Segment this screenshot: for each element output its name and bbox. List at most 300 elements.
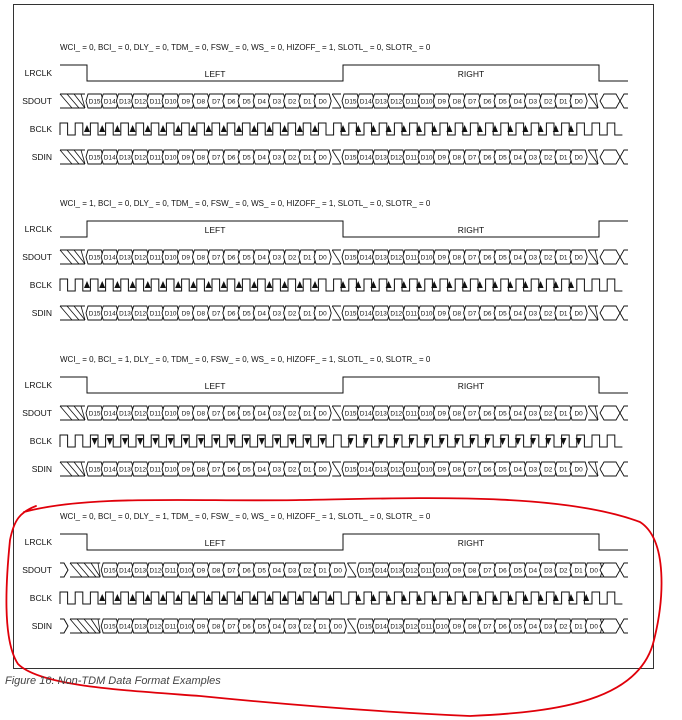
data-bit-label: D2 <box>288 410 297 418</box>
bclk-edge-arrow <box>236 281 242 288</box>
bclk-edge-arrow <box>145 125 151 132</box>
data-bit-label: D6 <box>227 466 236 474</box>
data-bit-label: D9 <box>437 254 446 262</box>
data-bit-label: D2 <box>303 623 312 631</box>
data-bit-label: D5 <box>257 567 266 575</box>
data-bit-label: D3 <box>272 154 282 162</box>
data-bit-label: D11 <box>405 254 418 262</box>
data-bit-label: D11 <box>149 98 162 106</box>
bclk-edge-arrow <box>183 438 189 445</box>
data-bit-label: D1 <box>303 310 312 318</box>
hiz-hatch-line <box>347 563 356 577</box>
data-bit-label: D4 <box>272 567 282 575</box>
data-bit-label: D6 <box>498 567 507 575</box>
timing-panel-3 <box>22 355 628 476</box>
data-bit-label: D12 <box>134 254 147 262</box>
data-bit-label: D7 <box>227 623 236 631</box>
data-bit-label: D12 <box>405 567 418 575</box>
data-bit-label: D12 <box>390 254 403 262</box>
data-bit-label: D13 <box>375 154 387 162</box>
hiz-hatch-line <box>77 619 89 633</box>
next-bit-cell <box>600 462 620 476</box>
data-bit-label: D5 <box>242 98 251 106</box>
bclk-edge-arrow <box>236 125 242 132</box>
bclk-edge-arrow <box>251 281 257 288</box>
channel-label-left: LEFT <box>204 538 226 548</box>
channel-label-left: LEFT <box>204 69 226 79</box>
data-bit-label: D4 <box>513 410 522 418</box>
data-bit-label: D4 <box>272 623 282 631</box>
bclk-edge-arrow <box>114 594 120 601</box>
channel-label-right: RIGHT <box>457 381 485 391</box>
data-bit-label: D3 <box>528 466 538 474</box>
data-bit-label: D0 <box>574 466 583 474</box>
data-bit-label: D1 <box>559 466 568 474</box>
data-bit-label: D10 <box>420 466 433 474</box>
data-bit-label: D9 <box>437 154 446 162</box>
bclk-edge-arrow <box>84 281 90 288</box>
bclk-label: BCLK <box>29 124 52 134</box>
data-bit-label: D13 <box>375 410 387 418</box>
data-bit-label: D7 <box>468 310 477 318</box>
data-bit-label: D10 <box>179 567 192 575</box>
sdout-lane <box>60 406 628 420</box>
data-bit-label: D9 <box>196 623 206 631</box>
data-bit-label: D6 <box>483 154 492 162</box>
data-bit-label: D8 <box>212 623 221 631</box>
data-bit-label: D4 <box>528 567 538 575</box>
lrclk-label: LRCLK <box>24 537 52 547</box>
data-bit-label: D11 <box>149 410 162 418</box>
data-bit-label: D1 <box>559 98 568 106</box>
bclk-edge-arrow <box>221 125 227 132</box>
bclk-edge-arrow <box>327 594 333 601</box>
data-bit-label: D4 <box>513 310 522 318</box>
sdout-label: SDOUT <box>22 408 52 418</box>
data-bit-label: D0 <box>318 410 327 418</box>
data-bit-label: D5 <box>257 623 266 631</box>
lrclk-waveform <box>60 534 628 550</box>
data-bit-label: D11 <box>164 623 177 631</box>
data-bit-label: D9 <box>181 98 190 106</box>
data-bit-label: D1 <box>559 254 568 262</box>
data-bit-label: D6 <box>498 623 507 631</box>
data-bit-label: D5 <box>513 567 522 575</box>
next-bit-cell <box>600 250 620 264</box>
data-bit-label: D14 <box>359 154 372 162</box>
data-bit-label: D11 <box>405 410 418 418</box>
data-bit-label: D5 <box>242 410 251 418</box>
data-bit-label: D11 <box>149 466 162 474</box>
data-bit-label: D13 <box>119 310 131 318</box>
bclk-edge-arrow <box>251 594 257 601</box>
data-bit-label: D7 <box>483 567 492 575</box>
next-bit-cell <box>600 563 620 577</box>
prev-bit-cell <box>60 563 68 577</box>
data-bit-label: D5 <box>242 254 251 262</box>
hiz-hatch-line <box>332 150 341 164</box>
sdout-label: SDOUT <box>22 96 52 106</box>
next-bit-cell <box>620 306 628 320</box>
data-bit-label: D5 <box>242 466 251 474</box>
hiz-hatch-line <box>60 406 72 420</box>
next-bit-cell <box>600 619 620 633</box>
bclk-edge-arrow <box>130 281 136 288</box>
bclk-edge-arrow <box>282 125 288 132</box>
data-bit-label: D10 <box>164 254 177 262</box>
timing-panel-2 <box>22 199 628 320</box>
data-bit-label: D0 <box>574 98 583 106</box>
data-bit-label: D12 <box>149 623 162 631</box>
data-bit-label: D15 <box>344 310 357 318</box>
data-bit-label: D14 <box>359 98 372 106</box>
data-bit-label: D6 <box>483 310 492 318</box>
bclk-edge-arrow <box>236 594 242 601</box>
sdin-label: SDIN <box>31 308 52 318</box>
data-bit-label: D3 <box>272 310 282 318</box>
bclk-label: BCLK <box>29 436 52 446</box>
data-bit-label: D15 <box>359 623 372 631</box>
data-bit-label: D13 <box>375 98 387 106</box>
data-bit-label: D2 <box>559 567 568 575</box>
data-bit-label: D5 <box>242 154 251 162</box>
data-bit-label: D3 <box>288 567 297 575</box>
data-bit-label: D12 <box>134 310 147 318</box>
data-bit-label: D7 <box>468 154 477 162</box>
data-bit-label: D9 <box>181 310 190 318</box>
bclk-edge-arrow <box>92 438 98 445</box>
data-bit-label: D4 <box>513 154 522 162</box>
data-bit-label: D15 <box>344 466 357 474</box>
bclk-edge-arrow <box>312 594 318 601</box>
channel-label-right: RIGHT <box>457 69 485 79</box>
data-bit-label: D3 <box>272 410 282 418</box>
data-bit-label: D8 <box>196 466 206 474</box>
lrclk-waveform <box>60 65 628 81</box>
data-bit-label: D1 <box>303 254 312 262</box>
data-bit-label: D7 <box>212 98 221 106</box>
data-bit-label: D3 <box>528 310 538 318</box>
data-bit-label: D11 <box>405 154 418 162</box>
data-bit-label: D9 <box>181 154 190 162</box>
data-bit-label: D14 <box>359 310 372 318</box>
data-bit-label: D12 <box>405 623 418 631</box>
sdin-lane <box>60 306 628 320</box>
bclk-edge-arrow <box>251 125 257 132</box>
data-bit-label: D15 <box>344 254 357 262</box>
data-bit-label: D9 <box>181 254 190 262</box>
bclk-edge-arrow <box>213 438 219 445</box>
sdin-lane <box>60 150 628 164</box>
data-bit-label: D15 <box>88 466 101 474</box>
data-bit-label: D1 <box>303 410 312 418</box>
bclk-edge-arrow <box>221 594 227 601</box>
data-bit-label: D11 <box>405 466 418 474</box>
data-bit-label: D8 <box>452 154 462 162</box>
timing-panel-1 <box>22 43 628 164</box>
next-bit-cell <box>620 406 628 420</box>
data-bit-label: D15 <box>344 410 357 418</box>
data-bit-label: D8 <box>452 98 462 106</box>
hiz-hatch-line <box>67 406 79 420</box>
next-bit-cell <box>600 406 620 420</box>
data-bit-label: D7 <box>212 410 221 418</box>
data-bit-label: D9 <box>452 623 462 631</box>
bclk-edge-arrow <box>175 281 181 288</box>
data-bit-label: D4 <box>513 466 522 474</box>
data-bit-label: D10 <box>420 254 433 262</box>
next-bit-cell <box>620 462 628 476</box>
data-bit-label: D9 <box>181 466 190 474</box>
data-bit-label: D5 <box>498 466 507 474</box>
data-bit-label: D10 <box>164 310 177 318</box>
data-bit-label: D3 <box>544 567 553 575</box>
data-bit-label: D13 <box>375 254 387 262</box>
data-bit-label: D1 <box>303 466 312 474</box>
data-bit-label: D14 <box>119 567 131 575</box>
data-bit-label: D1 <box>318 567 327 575</box>
data-bit-label: D1 <box>318 623 327 631</box>
data-bit-label: D12 <box>134 98 147 106</box>
data-bit-label: D8 <box>196 98 206 106</box>
bclk-edge-arrow <box>145 281 151 288</box>
data-bit-label: D13 <box>119 154 131 162</box>
data-bit-label: D15 <box>88 310 101 318</box>
data-bit-label: D14 <box>375 567 387 575</box>
data-bit-label: D14 <box>103 310 116 318</box>
data-bit-label: D8 <box>452 310 462 318</box>
bclk-waveform <box>60 592 622 604</box>
data-bit-label: D8 <box>468 567 477 575</box>
data-bit-label: D14 <box>359 254 372 262</box>
data-bit-label: D12 <box>390 98 403 106</box>
data-bit-label: D13 <box>134 567 147 575</box>
bclk-edge-arrow <box>130 594 136 601</box>
data-bit-label: D3 <box>272 254 282 262</box>
data-bit-label: D10 <box>164 98 177 106</box>
data-bit-label: D14 <box>119 623 131 631</box>
data-bit-label: D15 <box>359 567 372 575</box>
bclk-waveform <box>60 123 622 135</box>
data-bit-label: D7 <box>212 466 221 474</box>
data-bit-label: D4 <box>257 466 266 474</box>
data-bit-label: D14 <box>103 154 116 162</box>
hiz-hatch-line <box>60 150 72 164</box>
data-bit-label: D3 <box>528 154 538 162</box>
data-bit-label: D6 <box>227 98 236 106</box>
data-bit-label: D0 <box>318 154 327 162</box>
bclk-edge-arrow <box>320 438 326 445</box>
data-bit-label: D0 <box>589 567 598 575</box>
data-bit-label: D2 <box>544 310 553 318</box>
bclk-edge-arrow <box>228 438 234 445</box>
hiz-hatch-line <box>84 619 96 633</box>
data-bit-label: D15 <box>344 98 357 106</box>
data-bit-label: D1 <box>303 154 312 162</box>
data-bit-label: D10 <box>435 623 448 631</box>
data-bit-label: D6 <box>227 310 236 318</box>
hiz-hatch-line <box>67 462 79 476</box>
next-bit-cell <box>620 150 628 164</box>
bclk-edge-arrow <box>206 594 212 601</box>
channel-label-right: RIGHT <box>457 538 485 548</box>
bclk-edge-arrow <box>312 125 318 132</box>
data-bit-label: D11 <box>149 310 162 318</box>
data-bit-label: D0 <box>318 98 327 106</box>
data-bit-label: D13 <box>375 466 387 474</box>
data-bit-label: D7 <box>468 98 477 106</box>
data-bit-label: D4 <box>257 254 266 262</box>
bclk-edge-arrow <box>266 281 272 288</box>
bclk-label: BCLK <box>29 593 52 603</box>
data-bit-label: D12 <box>390 466 403 474</box>
data-bit-label: D8 <box>452 466 462 474</box>
hiz-hatch-line <box>70 563 82 577</box>
bclk-edge-arrow <box>175 125 181 132</box>
data-bit-label: D10 <box>420 410 433 418</box>
data-bit-label: D3 <box>528 98 538 106</box>
hiz-hatch-line <box>77 563 89 577</box>
data-bit-label: D2 <box>288 154 297 162</box>
data-bit-label: D15 <box>344 154 357 162</box>
bclk-edge-arrow <box>160 125 166 132</box>
bclk-edge-arrow <box>114 281 120 288</box>
bclk-edge-arrow <box>99 281 105 288</box>
hiz-hatch-line <box>332 94 341 108</box>
hiz-hatch-line <box>67 306 79 320</box>
data-bit-label: D15 <box>88 154 101 162</box>
data-bit-label: D2 <box>288 254 297 262</box>
data-bit-label: D10 <box>164 410 177 418</box>
data-bit-label: D8 <box>212 567 221 575</box>
bclk-edge-arrow <box>175 594 181 601</box>
data-bit-label: D10 <box>420 310 433 318</box>
data-bit-label: D1 <box>574 567 583 575</box>
bclk-waveform <box>60 435 622 447</box>
channel-label-left: LEFT <box>204 225 226 235</box>
data-bit-label: D5 <box>498 254 507 262</box>
data-bit-label: D1 <box>574 623 583 631</box>
next-bit-cell <box>620 250 628 264</box>
data-bit-label: D7 <box>212 254 221 262</box>
data-bit-label: D0 <box>318 254 327 262</box>
data-bit-label: D0 <box>589 623 598 631</box>
data-bit-label: D1 <box>303 98 312 106</box>
bclk-edge-arrow <box>122 438 128 445</box>
hiz-hatch-line <box>60 462 72 476</box>
data-bit-label: D7 <box>468 466 477 474</box>
data-bit-label: D13 <box>375 310 387 318</box>
data-bit-label: D6 <box>483 98 492 106</box>
next-bit-cell <box>620 619 628 633</box>
lrclk-label: LRCLK <box>24 380 52 390</box>
bclk-edge-arrow <box>190 125 196 132</box>
data-bit-label: D11 <box>149 154 162 162</box>
data-bit-label: D0 <box>333 567 342 575</box>
sdout-lane <box>60 563 628 577</box>
data-bit-label: D3 <box>272 466 282 474</box>
bclk-edge-arrow <box>190 594 196 601</box>
data-bit-label: D4 <box>257 98 266 106</box>
data-bit-label: D10 <box>164 154 177 162</box>
bclk-edge-arrow <box>206 281 212 288</box>
data-bit-label: D5 <box>498 98 507 106</box>
data-bit-label: D0 <box>333 623 342 631</box>
data-bit-label: D9 <box>437 466 446 474</box>
data-bit-label: D5 <box>498 410 507 418</box>
bclk-edge-arrow <box>282 281 288 288</box>
data-bit-label: D7 <box>468 254 477 262</box>
data-bit-label: D6 <box>227 410 236 418</box>
hiz-hatch-line <box>60 306 72 320</box>
data-bit-label: D3 <box>288 623 297 631</box>
bclk-edge-arrow <box>168 438 174 445</box>
bclk-edge-arrow <box>152 438 158 445</box>
hiz-hatch-line <box>67 94 79 108</box>
data-bit-label: D5 <box>513 623 522 631</box>
data-bit-label: D13 <box>119 254 131 262</box>
data-bit-label: D15 <box>103 623 116 631</box>
data-bit-label: D13 <box>134 623 147 631</box>
bclk-edge-arrow <box>198 438 204 445</box>
hiz-hatch-line <box>332 462 341 476</box>
hiz-hatch-line <box>60 94 72 108</box>
hiz-hatch-line <box>332 250 341 264</box>
data-bit-label: D5 <box>498 154 507 162</box>
data-bit-label: D13 <box>119 410 131 418</box>
panel-condition: WCI_ = 0, BCI_ = 1, DLY_ = 0, TDM_ = 0, FSW_ = 0, WS_ = 0, HIZOFF_ = 1, SLOTL_ = 0, SLOTR_ = 0 <box>60 355 431 364</box>
data-bit-label: D2 <box>288 98 297 106</box>
bclk-edge-arrow <box>297 125 303 132</box>
data-bit-label: D9 <box>196 567 206 575</box>
data-bit-label: D6 <box>483 410 492 418</box>
data-bit-label: D11 <box>164 567 177 575</box>
data-bit-label: D8 <box>196 154 206 162</box>
data-bit-label: D6 <box>227 154 236 162</box>
data-bit-label: D10 <box>179 623 192 631</box>
bclk-edge-arrow <box>266 125 272 132</box>
data-bit-label: D12 <box>149 567 162 575</box>
data-bit-label: D6 <box>227 254 236 262</box>
data-bit-label: D11 <box>405 310 418 318</box>
sdout-lane <box>60 94 628 108</box>
data-bit-label: D11 <box>420 623 433 631</box>
data-bit-label: D12 <box>134 410 147 418</box>
sdin-lane <box>60 462 628 476</box>
bclk-edge-arrow <box>297 281 303 288</box>
data-bit-label: D3 <box>272 98 282 106</box>
data-bit-label: D8 <box>196 410 206 418</box>
data-bit-label: D12 <box>134 154 147 162</box>
next-bit-cell <box>600 306 620 320</box>
channel-label-left: LEFT <box>204 381 226 391</box>
data-bit-label: D9 <box>452 567 462 575</box>
data-bit-label: D2 <box>544 466 553 474</box>
data-bit-label: D4 <box>528 623 538 631</box>
data-bit-label: D10 <box>420 98 433 106</box>
data-bit-label: D5 <box>242 310 251 318</box>
data-bit-label: D8 <box>452 254 462 262</box>
data-bit-label: D11 <box>420 567 433 575</box>
bclk-edge-arrow <box>297 594 303 601</box>
next-bit-cell <box>600 94 620 108</box>
data-bit-label: D13 <box>390 567 403 575</box>
data-bit-label: D2 <box>544 98 553 106</box>
data-bit-label: D1 <box>559 154 568 162</box>
timing-panel-4 <box>22 512 628 633</box>
data-bit-label: D7 <box>212 310 221 318</box>
bclk-edge-arrow <box>160 281 166 288</box>
